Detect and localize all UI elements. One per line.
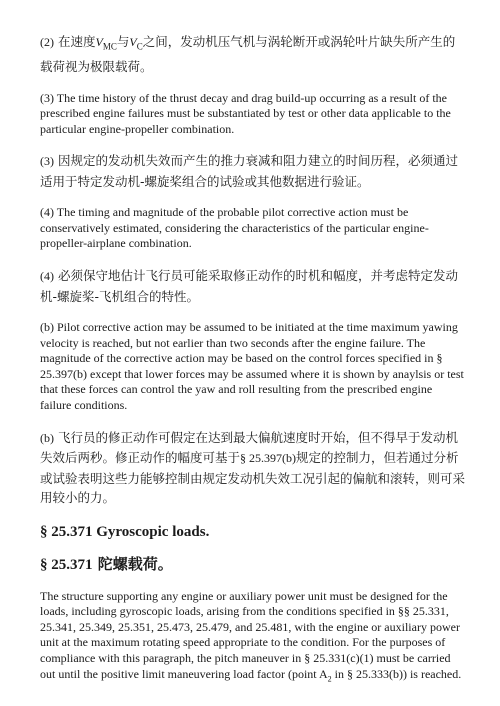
section-reference: § 25.397(b) <box>240 451 297 466</box>
document-page <box>40 32 465 701</box>
paragraph-en-4: (4) The timing and magnitude of the probable pilot corrective action must be conservatively estimated, considering the characteristics of the particular engine-propeller-airplane combination. <box>40 205 429 251</box>
subscript-2: 2 <box>327 673 332 683</box>
text-run: 规定的控制力，但若通过分析或试验表明这些力能够控制由规定发动机失效工况引起的偏航和滚转，则可采用较小的力。 <box>40 450 466 506</box>
text-run: in § 25.333(b)) is reached. <box>331 666 462 681</box>
variable-v: V <box>129 35 137 49</box>
paragraph-zh-4 <box>40 266 465 306</box>
text-run: 因规定的发动机失效而产生的推力衰减和阻力建立的时间历程，必须通过适用于特定发动机-螺旋桨组合的试验或其他数据进行验证。 <box>40 153 458 189</box>
text-run: 之间，发动机压气机与涡轮断开或涡轮叶片缺失所产生的载荷视为极限载荷。 <box>40 34 456 74</box>
paragraph-number: (2) <box>40 35 54 49</box>
paragraph-number: (b) <box>40 430 54 445</box>
variable-v: V <box>95 35 103 49</box>
paragraph-zh-3 <box>40 151 465 191</box>
subscript-c: C <box>136 41 143 52</box>
paragraph-en-3: (3) The time history of the thrust decay and drag build-up occurring as a result of the prescribed engine failures must be substantiated by test or other data applicable to the particular engine-propeller combination. <box>40 90 451 136</box>
section-heading-zh <box>40 554 465 575</box>
text-run: The structure supporting any engine or auxiliary power unit must be designed for the loads, including gyroscopic loads, arising from the conditions specified in §§ 25.331, 25.341, 25.349, 25.351, 25.473, 25.479, and 25.481, with the engine or auxiliary power unit at the maximum rotating speed appropriate to the condition. For the purposes of compliance with this paragraph, the pitch maneuver in § 25.331(c)(1) must be carried out until the positive limit maneuvering load factor (point A <box>40 588 460 681</box>
heading-text: 陀螺载荷。 <box>92 554 173 573</box>
paragraph-number: (4) <box>40 269 54 284</box>
paragraph-en-b: (b) Pilot corrective action may be assumed to be initiated at the time maximum yawing velocity is reached, but not earlier than two seconds after the engine failure. The magnitude of the corrective action may be based on the control forces specified in § 25.397(b) except that lower forces may be assumed where it is shown by anaylsis or test that these forces can control the yaw and roll resulting from the prescribed engine failure conditions. <box>40 320 464 413</box>
text-run: 飞行员的修正动作可假定在达到最大偏航速度时开始，但不得早于发动机失效后两秒。修正动作的幅度可基于 <box>40 429 458 466</box>
subscript-mc: MC <box>102 41 117 52</box>
paragraph-en-body <box>40 589 465 687</box>
paragraph-zh-2 <box>40 32 465 77</box>
paragraph-zh-b <box>40 428 465 508</box>
section-heading-en: § 25.371 Gyroscopic loads. <box>40 523 210 540</box>
text-run: 必须保守地估计飞行员可能采取修正动作的时机和幅度，并考虑特定发动机-螺旋桨-飞机组合的特性。 <box>40 268 458 304</box>
text-run: 在速度 <box>54 34 96 49</box>
text-run: 与 <box>116 34 130 49</box>
section-number: § 25.371 <box>40 556 93 573</box>
paragraph-number: (3) <box>40 154 54 169</box>
